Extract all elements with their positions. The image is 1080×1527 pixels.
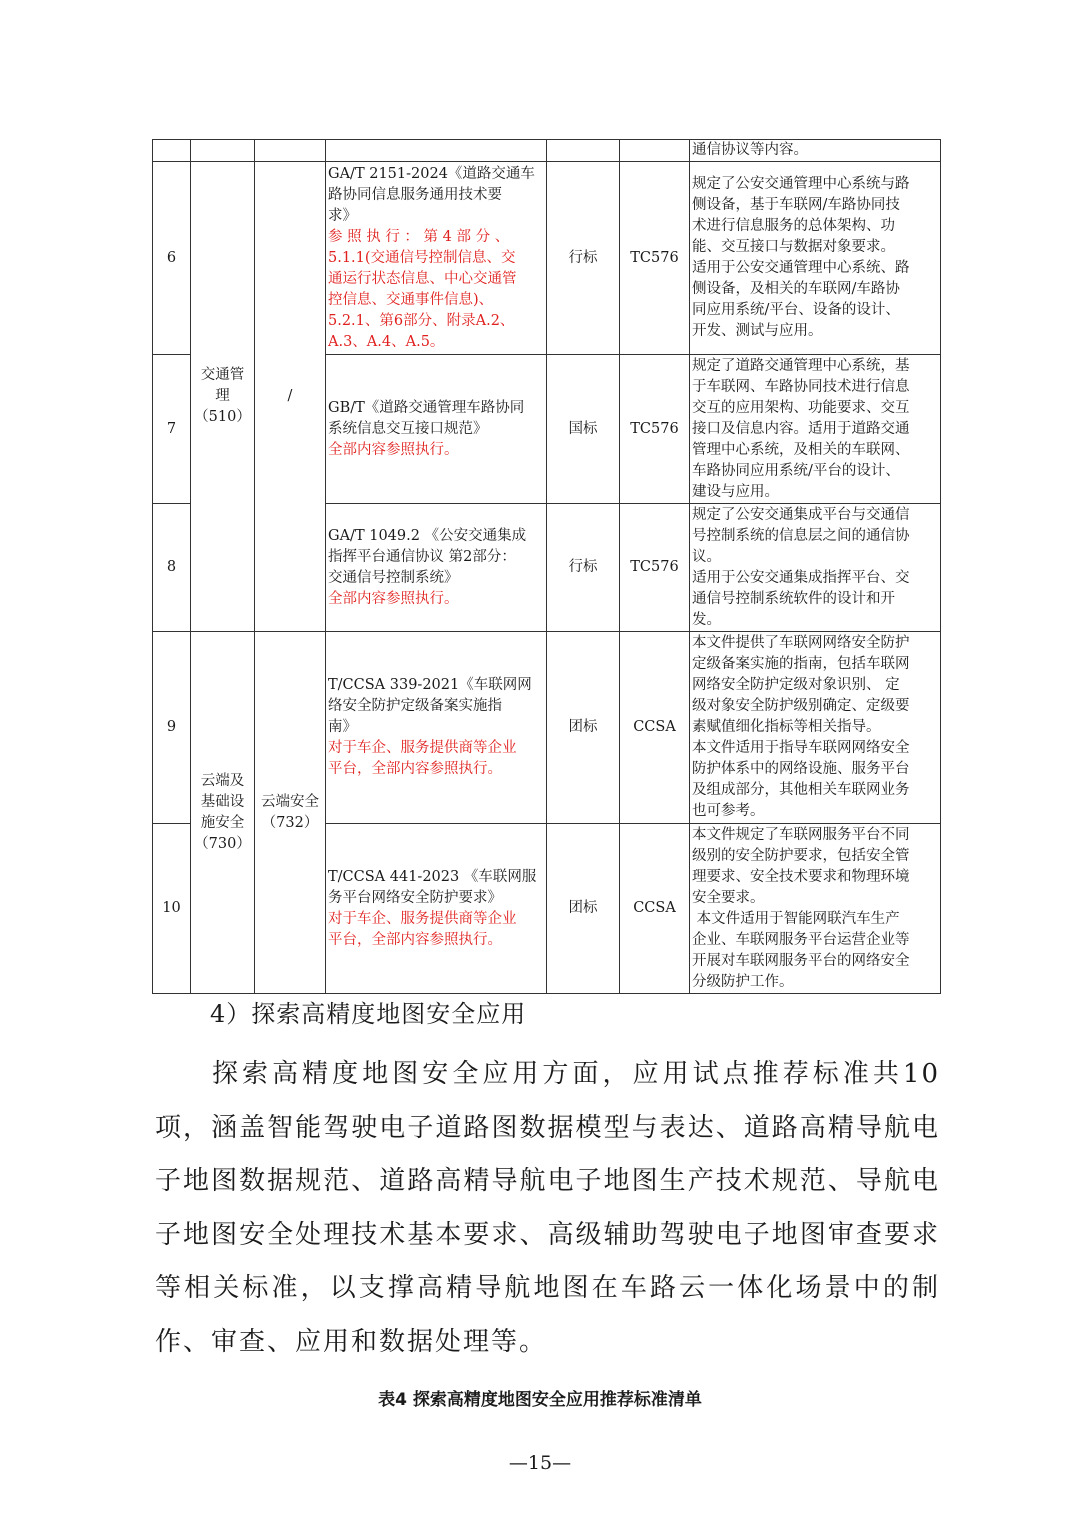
subcategory-cell: 云端安全 （732） xyxy=(255,632,326,994)
row-number: 10 xyxy=(153,824,191,994)
tech-committee: CCSA xyxy=(620,824,690,994)
standard-name-cell: T/CCSA 339-2021《车联网网 络安全防护定级备案实施指 南》 对于车企、服务提供商等企业 平台，全部内容参照执行。 xyxy=(326,632,547,824)
desc-cell: 规定了道路交通管理中心系统，基 于车联网、车路协同技术进行信息 交互的应用架构、功能要求、交互 接口及信息内容。适用于道路交通 管理中心系统，及相关的车联网、 车路协同应用系统/平台的设计、 建设与应用。 xyxy=(690,355,941,504)
standard-name-cell: GA/T 2151-2024《道路交通车 路协同信息服务通用技术要 求》 参 照 执 行 ： 第 4 部 分 、 5.1.1(交通信号控制信息、交 通运行状态信息、中心交通管 控信息、交通事件信息)、 5.2.1、第6部分、附录A.2、 A.3、A.4、A.5。 xyxy=(326,162,547,355)
table-caption: 表4 探索高精度地图安全应用推荐标准清单 xyxy=(378,1390,702,1410)
row-number: 6 xyxy=(153,162,191,355)
category-cell: 云端及 基础设 施安全 （730） xyxy=(191,632,255,994)
table-row xyxy=(153,162,941,355)
standard-name-cell: T/CCSA 441-2023 《车联网服 务平台网络安全防护要求》 对于车企、服务提供商等企业 平台，全部内容参照执行。 xyxy=(326,824,547,994)
row-number: 8 xyxy=(153,504,191,632)
tech-committee: CCSA xyxy=(620,632,690,824)
desc-cell: 本文件提供了车联网网络安全防护 定级备案实施的指南，包括车联网 网络安全防护定级对象识别、 定 级对象安全防护级别确定、定级要 素赋值细化指标等相关指导。 本文件适用于指导车联网网络安全 防护体系中的网络设施、服务平台 及组成部分，其他相关车联网业务 也可参考。 xyxy=(690,632,941,824)
standard-type: 国标 xyxy=(547,355,620,504)
desc-cell: 通信协议等内容。 xyxy=(690,140,941,162)
standards-table xyxy=(152,139,941,994)
desc-cell: 规定了公安交通集成平台与交通信 号控制系统的信息层之间的通信协 议。 适用于公安交通集成指挥平台、交 通信号控制系统软件的设计和开 发。 xyxy=(690,504,941,632)
category-cell: 交通管 理 （510） xyxy=(191,162,255,632)
subcategory-cell: / xyxy=(255,162,326,632)
row-number: 7 xyxy=(153,355,191,504)
page-number: —15— xyxy=(508,1452,572,1474)
tech-committee: TC576 xyxy=(620,162,690,355)
standard-name-cell: GA/T 1049.2 《公安交通集成 指挥平台通信协议 第2部分： 交通信号控制系统》 全部内容参照执行。 xyxy=(326,504,547,632)
row-number: 9 xyxy=(153,632,191,824)
desc-cell: 本文件规定了车联网服务平台不同 级别的安全防护要求，包括安全管 理要求、安全技术要求和物理环境 安全要求。 本文件适用于智能网联汽车生产 企业、车联网服务平台运营企业等 开展对车联网服务平台的网络安全 分级防护工作。 xyxy=(690,824,941,994)
table-row-continued xyxy=(153,140,941,162)
desc-cell: 规定了公安交通管理中心系统与路 侧设备，基于车联网/车路协同技 术进行信息服务的总体架构、功 能、交互接口与数据对象要求。 适用于公安交通管理中心系统、路 侧设备，及相关的车联网/车路协 同应用系统/平台、设备的设计、 开发、测试与应用。 xyxy=(690,162,941,355)
tech-committee: TC576 xyxy=(620,355,690,504)
tech-committee: TC576 xyxy=(620,504,690,632)
standard-type: 团标 xyxy=(547,632,620,824)
table-row xyxy=(153,632,941,824)
standard-name-cell: GB/T《道路交通管理车路协同 系统信息交互接口规范》 全部内容参照执行。 xyxy=(326,355,547,504)
standard-type: 团标 xyxy=(547,824,620,994)
standard-type: 行标 xyxy=(547,162,620,355)
standard-type: 行标 xyxy=(547,504,620,632)
section-heading: 4）探索高精度地图安全应用 xyxy=(210,1000,527,1028)
body-paragraph: 探索高精度地图安全应用方面，应用试点推荐标准共10项，涵盖智能驾驶电子道路图数据模型与表达、道路高精导航电子地图数据规范、道路高精导航电子地图生产技术规范、导航电子地图安全处理技术基本要求、高级辅助驾驶电子地图审查要求等相关标准，以支撑高精导航地图在车路云一体化场景中的制作、审查、应用和数据处理等。 xyxy=(155,1059,940,1357)
